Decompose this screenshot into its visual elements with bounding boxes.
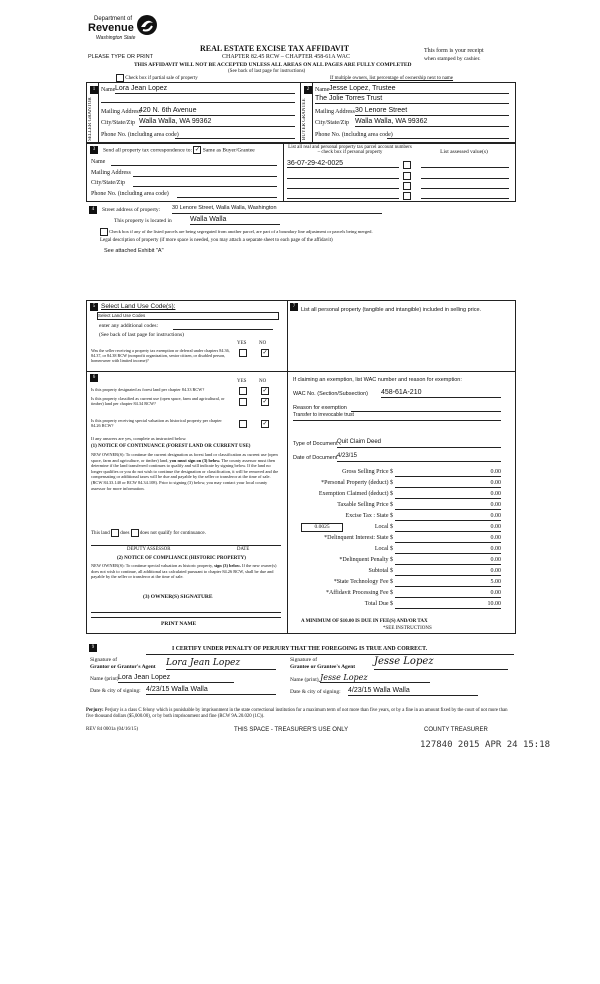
buyer-side-label: BUYER GRANTEE: [302, 98, 307, 140]
section-4: [86, 204, 514, 258]
grantor-sig-top: Signature of: [90, 657, 118, 663]
s5-yes-header: YES: [237, 341, 247, 346]
tax-row-value[interactable]: 0.00: [395, 480, 501, 488]
tax-row: [289, 601, 513, 611]
assessed-4-value[interactable]: [421, 191, 509, 199]
s6-no-header: NO: [259, 379, 267, 384]
s5-no-checkbox[interactable]: ✓: [262, 350, 268, 356]
tax-row-value[interactable]: 5.00: [395, 579, 501, 587]
form-warning: THIS AFFIDAVIT WILL NOT BE ACCEPTED UNLESS ALL AREAS ON ALL PAGES ARE FULLY COMPLETED: [134, 62, 412, 68]
partial-sale-checkbox[interactable]: [116, 74, 124, 82]
segregated-checkbox[interactable]: [100, 228, 108, 236]
logo-dept-line1: Department of: [94, 16, 133, 22]
tax-row-label: *Delinquent Penalty $: [339, 557, 393, 563]
tax-row: [289, 502, 513, 512]
s5-question: Was the seller receiving a property tax exemption or deferral under chapters 84.36, 84.37, or 84.38 RCW (nonprofit organization, senior citizen, or disabled person, homeowner with limited income)?: [91, 348, 230, 363]
notice2-lead: NEW OWNER(S): To continue special valuation as historic property,: [91, 563, 214, 568]
reason-label: Reason for exemption: [293, 405, 347, 411]
does-label: does: [120, 531, 130, 537]
land-use-select[interactable]: Select Land Use Codes: [97, 312, 279, 320]
multiple-owners-note: If multiple owners, list percentage of ownership next to name: [330, 76, 454, 81]
lower-grid: [86, 300, 516, 634]
corr-phone-label: Phone No. (including area code): [91, 191, 169, 197]
dor-logo: [88, 14, 158, 54]
logo-dept-line3: Washington State: [96, 35, 136, 41]
local-rate-box[interactable]: 0.0025: [301, 523, 343, 532]
section-3: [86, 142, 516, 202]
s6-q2-no[interactable]: ✓: [262, 399, 268, 405]
parcel-2-value[interactable]: [287, 171, 399, 179]
seller-name-label: Name: [101, 87, 116, 93]
notice1-lead: NEW OWNER(S): To continue the current designation as forest land or classification as current use (open space, farm and agriculture, or timber) land,: [91, 452, 278, 463]
corr-name-value[interactable]: [111, 158, 277, 166]
treasurer-stamp: 127840 2015 APR 24 15:18: [420, 740, 551, 750]
buyer-name-value[interactable]: Jesse Lopez, Trustee: [329, 85, 509, 94]
deputy-label: DEPUTY ASSESSOR: [127, 547, 171, 552]
s6-q1: Is this property designated as forest land per chapter 84.33 RCW?: [91, 387, 205, 392]
print-name-line[interactable]: [91, 613, 281, 618]
grantee-sig-top: Signature of: [290, 657, 318, 663]
additional-codes-input[interactable]: [173, 322, 273, 330]
grantee-date-label: Date & city of signing:: [290, 689, 341, 695]
assessed-3-value[interactable]: [421, 181, 509, 189]
perjury-bold: Perjury:: [86, 708, 104, 713]
tax-row-label: Subtotal $: [368, 568, 393, 574]
s6-q2: Is this property classified as current use (open space, farm and agricultural, or timber) land per chapter 84.34 RCW?: [91, 396, 225, 406]
tax-row-label: Total Due $: [364, 601, 393, 607]
grantor-signature[interactable]: Lora Jean Lopez: [166, 658, 276, 670]
buyer-mailing-label: Mailing Address: [315, 109, 355, 115]
personal-property-label: List all personal property (tangible and intangible) included in selling price.: [301, 307, 482, 313]
grantee-signature[interactable]: Jesse Lopez: [374, 656, 508, 670]
s6-q3-yes[interactable]: [239, 420, 247, 428]
same-as-buyer-label: Same as Buyer/Grantee: [202, 147, 255, 154]
grantor-date-label: Date & city of signing:: [90, 688, 141, 694]
tax-row-label: *Affidavit Processing Fee $: [325, 590, 393, 596]
buyer-city-label: City/State/Zip: [315, 120, 349, 126]
grantor-name-label: Name (print): [90, 676, 119, 682]
form-title: REAL ESTATE EXCISE TAX AFFIDAVIT: [200, 44, 350, 53]
tax-row-value[interactable]: 0.00: [395, 502, 501, 510]
tax-row: [289, 568, 513, 578]
assessed-2-value[interactable]: [421, 171, 509, 179]
land-use-title: Select Land Use Code(s):: [101, 303, 176, 310]
tax-row: [289, 524, 513, 534]
corr-city-value[interactable]: [133, 179, 277, 187]
grantee-sig-label: Grantee or Grantee's Agent: [290, 664, 356, 670]
doc-date-label: Date of Document: [293, 455, 338, 461]
form-see-back: (See back of last page for instructions): [228, 69, 306, 74]
seller-city-value[interactable]: Walla Walla, WA 99362: [139, 118, 295, 127]
tax-row-value[interactable]: 0.00: [395, 557, 501, 565]
section-9: [86, 642, 514, 704]
legal-label: Legal description of property (if more space is needed, you may attach a separate sheet to each page of the affidavit): [100, 238, 333, 243]
land-continuance-row: [91, 529, 206, 537]
section-3-marker: 3: [90, 146, 98, 154]
same-as-buyer-checkbox[interactable]: ✓: [194, 147, 200, 153]
s6-q1-yes[interactable]: [239, 387, 247, 395]
parcel-4-personal-checkbox[interactable]: [403, 192, 411, 200]
corr-phone-value[interactable]: [177, 190, 277, 198]
corr-city-label: City/State/Zip: [91, 180, 125, 186]
tax-row-label: *State Technology Fee $: [333, 579, 393, 585]
notice2-bold: sign (3) below.: [214, 563, 241, 568]
section-4-marker: 4: [89, 206, 97, 214]
s6-q3: Is this property receiving special valuation as historical property per chapter 84.26 RCW?: [91, 418, 222, 428]
tax-row-value[interactable]: 10.00: [395, 601, 501, 609]
tax-row-label: Taxable Selling Price $: [337, 502, 393, 508]
tax-row: [289, 513, 513, 523]
notice1-bold: you must sign on (3) below.: [169, 457, 221, 463]
tax-row-value[interactable]: 0.00: [395, 568, 501, 576]
seller-name-value[interactable]: Lora Jean Lopez: [115, 85, 295, 94]
parcel-3-personal-checkbox[interactable]: [403, 182, 411, 190]
grantor-name-value[interactable]: Lora Jean Lopez: [118, 674, 234, 683]
street-value[interactable]: 30 Lenore Street, Walla Walla, Washington: [172, 205, 382, 214]
grantor-date-value[interactable]: 4/23/15 Walla Walla: [146, 686, 276, 695]
doc-type-label: Type of Document: [293, 441, 338, 447]
section-9-marker: 9: [89, 644, 97, 652]
tax-row: [289, 546, 513, 556]
doc-date-value[interactable]: 4/23/15: [337, 453, 501, 462]
parties-section: [86, 82, 516, 144]
logo-dept-line2: Revenue: [88, 22, 134, 34]
reason-value[interactable]: Transfer to irrevocable trust: [293, 412, 354, 418]
s6-q3-no[interactable]: ✓: [262, 421, 268, 427]
land-label: This land: [91, 531, 110, 537]
buyer-city-value[interactable]: Walla Walla, WA 99362: [355, 118, 509, 127]
does-not-checkbox[interactable]: [131, 529, 139, 537]
tax-row-value[interactable]: 0.00: [395, 491, 501, 499]
grantee-name-value[interactable]: Jesse Lopez: [320, 673, 430, 683]
section5-see-back: (See back of last page for instructions): [99, 332, 184, 338]
exemption-label: If claiming an exemption, list WAC number and reason for exemption:: [293, 377, 462, 383]
tax-row-value[interactable]: 0.00: [395, 469, 501, 477]
seller-phone-value[interactable]: [175, 130, 295, 139]
located-label: This property is located in: [114, 218, 172, 224]
dor-swirl-icon: [136, 14, 158, 36]
tax-table: [289, 469, 513, 613]
certify-text: I CERTIFY UNDER PENALTY OF PERJURY THAT THE FOREGOING IS TRUE AND CORRECT.: [172, 646, 428, 652]
legal-value[interactable]: See attached Exhibit "A": [104, 248, 164, 254]
tax-row: [289, 557, 513, 567]
tax-row-label: Local $: [374, 524, 393, 530]
buyer-mailing-value[interactable]: 30 Lenore Street: [355, 107, 509, 116]
tax-row-value[interactable]: 0.00: [395, 590, 501, 598]
additional-codes-label: enter any additional codes:: [99, 323, 159, 329]
tax-row-value[interactable]: 0.00: [395, 546, 501, 554]
assessed-header: List assessed value(s): [440, 149, 488, 155]
tax-row-label: Gross Selling Price $: [342, 469, 393, 475]
reason-line[interactable]: [351, 403, 501, 412]
s6-yes-header: YES: [237, 379, 247, 384]
buyer-name-value-2[interactable]: The Jolie Torres Trust: [315, 95, 509, 104]
segregated-row: [100, 228, 373, 236]
section-1-marker: 1: [90, 86, 98, 94]
tax-row: [289, 590, 513, 600]
owner-sig-label: (3) OWNER(S) SIGNATURE: [143, 594, 213, 600]
section-6-marker: 6: [90, 374, 98, 382]
parcel-1-value[interactable]: 36-07-29-42-0025: [287, 160, 399, 168]
tax-row-value[interactable]: 0.00: [395, 513, 501, 521]
does-checkbox[interactable]: [111, 529, 119, 537]
buyer-phone-label: Phone No. (including area code): [315, 132, 393, 138]
tax-row-label: *Delinquent Interest: State $: [324, 535, 393, 541]
county-treasurer: COUNTY TREASURER: [424, 727, 488, 733]
notice1-body: [91, 452, 281, 491]
tax-row: [289, 579, 513, 589]
reason-line-2[interactable]: [293, 418, 501, 421]
parcel-header: List all real and personal property tax parcel account numbers – check box if personal property: [288, 145, 412, 155]
tax-row: [289, 491, 513, 501]
parcel-3-value[interactable]: [287, 181, 399, 189]
buyer-phone-value[interactable]: [387, 130, 509, 139]
located-value[interactable]: Walla Walla: [190, 216, 280, 225]
seller-mailing-label: Mailing Address: [101, 109, 141, 115]
deputy-date-label: DATE: [237, 547, 250, 552]
wac-value[interactable]: 458-61A-210: [381, 389, 501, 398]
tax-row-value[interactable]: 0.00: [395, 535, 501, 543]
corr-mailing-label: Mailing Address: [91, 170, 131, 176]
notice2-title: (2) NOTICE OF COMPLIANCE (HISTORIC PROPERTY): [117, 556, 246, 561]
tax-row-label: Excise Tax : State $: [345, 513, 393, 519]
deputy-line[interactable]: [91, 537, 281, 546]
s6-q1-no[interactable]: ✓: [262, 388, 268, 394]
corr-name-label: Name: [91, 159, 106, 165]
perjury-note: [86, 708, 516, 720]
partial-sale-label: Check box if partial sale of property: [125, 76, 198, 82]
see-instructions-note: *SEE INSTRUCTIONS: [383, 626, 432, 631]
receipt-note-2: when stamped by cashier.: [424, 56, 481, 62]
seller-phone-label: Phone No. (including area code): [101, 132, 179, 138]
section-2-marker: 2: [304, 86, 312, 94]
notice1-title: (1) NOTICE OF CONTINUANCE (FOREST LAND OR CURRENT USE): [91, 444, 251, 449]
parcel-2-personal-checkbox[interactable]: [403, 172, 411, 180]
send-correspondence-label: Send all property tax correspondence to:: [103, 147, 193, 154]
buyer-name-label: Name: [315, 87, 330, 93]
partial-sale-row: [116, 74, 198, 82]
receipt-note-1: This form is your receipt: [424, 48, 484, 54]
assessed-1-value[interactable]: [421, 160, 509, 168]
tax-row: [289, 535, 513, 545]
treasurer-space: THIS SPACE - TREASURER'S USE ONLY: [234, 727, 349, 733]
parcel-4-value[interactable]: [287, 191, 399, 199]
grantee-date-value[interactable]: 4/23/15 Walla Walla: [348, 687, 478, 696]
form-subtitle: CHAPTER 82.45 RCW – CHAPTER 458-61A WAC: [222, 54, 350, 60]
print-name-label: PRINT NAME: [161, 621, 197, 627]
perjury-text: Perjury is a class C felony which is punishable by imprisonment in the state correctional institution for a maximum term of not more than five years, or by a fine in an amount fixed by the court of not more than five thousand dollars ($5,000.00), or by both imprisonment and fine (RCW 9A.20.020 (1C)).: [86, 708, 508, 719]
grantor-sig-label: Grantor or Grantor's Agent: [90, 664, 156, 670]
notice1-rest: The county assessor must then determine if the land transferred continues to qualify and will indicate by signing below. If the land no longer qualifies or you do not wish to continue the designation or classification, it will be removed and the compensating or additional taxes will be due and payable by the seller or transferor at the time of sale. (RCW 84.33.140 or RCW 84.34.108). Prior to signing (3) below, you may contact your local county assessor for more information.: [91, 457, 279, 491]
tax-row-label: Local $: [374, 546, 393, 552]
section-5-marker: 5: [90, 303, 98, 311]
s5-yes-checkbox[interactable]: [239, 349, 247, 357]
s5-no-header: NO: [259, 341, 267, 346]
does-not-label: does not: [139, 531, 157, 537]
owner-sig-line[interactable]: [91, 604, 281, 613]
seller-city-label: City/State/Zip: [101, 120, 135, 126]
send-correspondence-row: [103, 146, 255, 154]
wac-label: WAC No. (Section/Subsection): [293, 391, 368, 397]
tax-row-value[interactable]: 0.00: [395, 524, 501, 532]
doc-type-value[interactable]: Quit Claim Deed: [337, 439, 501, 448]
section-7-marker: 7: [290, 303, 298, 311]
rev-label: REV 84 0001a (04/16/15): [86, 727, 138, 732]
s6-q2-yes[interactable]: [239, 398, 247, 406]
notice2-body: [91, 563, 281, 580]
corr-mailing-value[interactable]: [133, 169, 277, 177]
notice2-rest: If the new owner(s) does not wish to continue, all additional tax calculated pursuant to chapter 84.26 RCW, shall be due and payable by the seller or transferor at the time of sale.: [91, 563, 277, 580]
qualify-label: qualify for continuance.: [157, 531, 206, 537]
minimum-fee-note: A MINIMUM OF $10.00 IS DUE IN FEE(S) AND/OR TAX: [301, 619, 428, 624]
seller-side-label: SELLER GRANTOR: [88, 97, 93, 141]
segregated-label: Check box if any of the listed parcels are being segregated from another parcel, are part of a boundary line adjustment or parcels being merged.: [109, 229, 373, 235]
tax-row: [289, 469, 513, 479]
please-type: PLEASE TYPE OR PRINT: [88, 54, 154, 60]
s6-if-yes: If any answers are yes, complete as instructed below.: [91, 436, 187, 441]
tax-row: [289, 480, 513, 490]
tax-row-label: Exemption Claimed (deduct) $: [318, 491, 393, 497]
street-label: Street address of property:: [102, 207, 161, 213]
parcel-1-personal-checkbox[interactable]: [403, 161, 411, 169]
grantee-name-label: Name (print): [290, 677, 319, 683]
tax-row-label: *Personal Property (deduct) $: [321, 480, 393, 486]
seller-mailing-value[interactable]: 420 N. 6th Avenue: [139, 107, 295, 116]
